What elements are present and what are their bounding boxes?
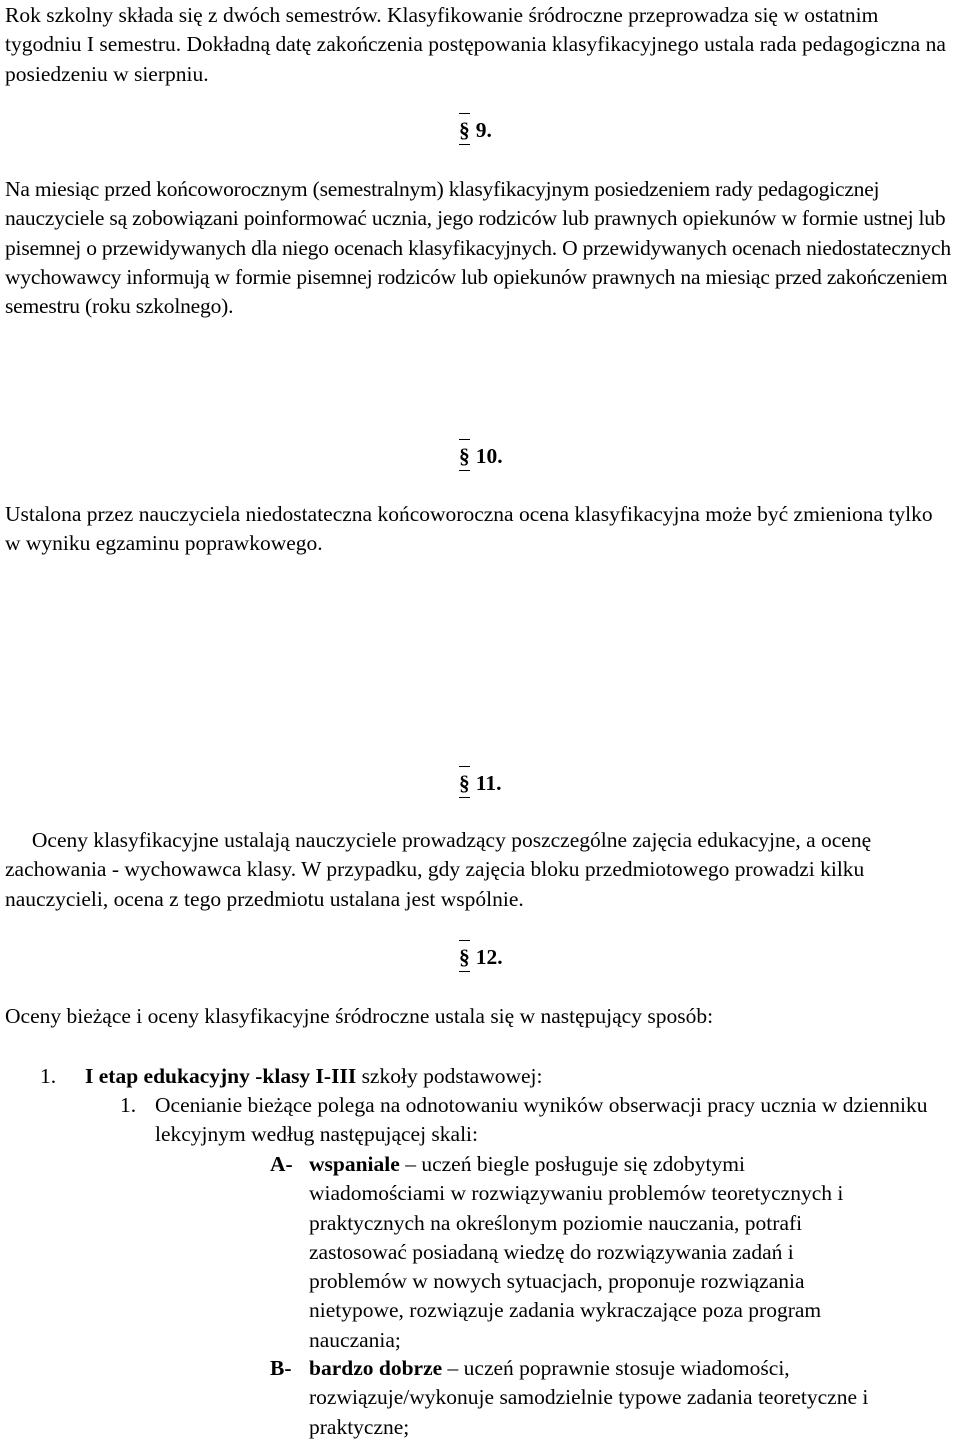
list-item-rest-text: szkoły podstawowej: [356,1064,543,1088]
grade-name: wspaniale [309,1152,400,1176]
section-10-heading [459,443,503,469]
section-10-paragraph: Ustalona przez nauczyciela niedostateczna końcoworoczna ocena klasyfikacyjna może być zmieniona tylko w wyniku egzaminu poprawkowego. [5,502,933,556]
list-item-stage-1 [40,1062,543,1091]
section-symbol: § [459,444,470,468]
grade-b-item [270,1354,960,1442]
section-number: 12. [475,945,503,969]
list-item-bold-text: I etap edukacyjny -klasy I-III [85,1064,357,1088]
intro-paragraph: Rok szkolny składa się z dwóch semestrów. Klasyfikowanie śródroczne przeprowadza się w ostatnim tygodniu I semestru. Dokładną datę zakończenia postępowania klasyfikacyjnego ustala rada pedagogiczna na posiedzeniu w sierpniu. [5,3,946,86]
grade-description: – uczeń poprawnie stosuje wiadomości, rozwiązuje/wykonuje samodzielnie typowe zadania teoretyczne i praktyczne; [309,1356,869,1439]
section-symbol: § [459,945,470,969]
sub-list-item-1 [120,1091,950,1150]
grade-a-item [270,1150,850,1355]
grade-letter: B- [270,1356,292,1380]
section-12-heading [459,944,503,970]
grade-name: bardzo dobrze [309,1356,443,1380]
section-number: 11. [475,771,502,795]
section-9-paragraph: Na miesiąc przed końcoworocznym (semestralnym) klasyfikacyjnym posiedzeniem rady pedagogicznej nauczyciele są zobowiązani poinformować ucznia, jego rodziców lub prawnych opiekunów w formie ustnej lub pisemnej o przewidywanych dla niego ocenach klasyfikacyjnych. O przewidywanych ocenach niedostatecznych wychowawcy informują w formie pisemnej rodziców lub opiekunów prawnych na miesiąc przed zakończeniem semestru (roku szkolnego). [5,177,951,319]
section-11-heading [459,770,501,796]
list-number: 1. [40,1064,57,1088]
section-symbol: § [459,118,470,142]
section-symbol: § [459,771,470,795]
section-11-paragraph: Oceny klasyfikacyjne ustalają nauczyciele prowadzący poszczególne zajęcia edukacyjne, a ocenę zachowania - wychowawca klasy. W przypadku, gdy zajęcia bloku przedmiotowego prowadzi kilku nauczycieli, ocena z tego przedmiotu ustalana jest wspólnie. [5,828,877,911]
grade-description: – uczeń biegle posługuje się zdobytymi wiadomościami w rozwiązywaniu problemów teoretycznych i praktycznych na określonym poziomie nauczania, potrafi zastosować posiadaną wiedzę do rozwiązywania zadań i problemów w nowych sytuacjach, proponuje rozwiązania nietypowe, rozwiązuje zadania wykraczające poza program nauczania; [309,1152,844,1352]
sub-list-text: Ocenianie bieżące polega na odnotowaniu wyników obserwacji pracy ucznia w dzienniku lekcyjnym według następującej skali: [155,1093,928,1147]
grade-letter: A- [270,1152,293,1176]
section-12-paragraph: Oceny bieżące i oceny klasyfikacyjne śródroczne ustala się w następujący sposób: [5,1004,714,1028]
section-number: 9. [475,118,492,142]
sub-list-number: 1. [120,1093,137,1117]
section-9-heading [459,117,492,143]
section-number: 10. [475,444,503,468]
